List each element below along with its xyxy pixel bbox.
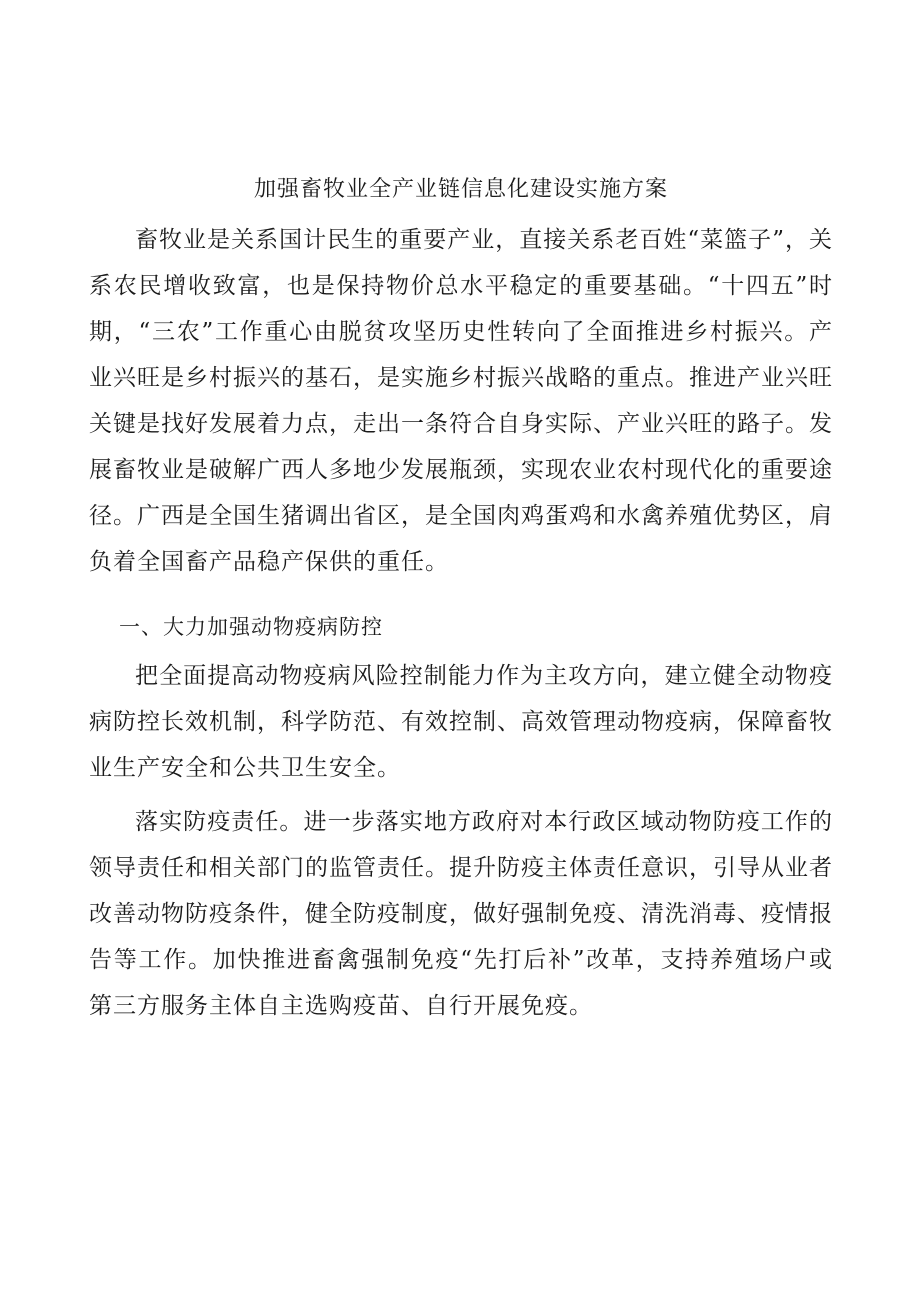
paragraph-spacer <box>89 791 833 799</box>
section-paragraph: 落实防疫责任。进一步落实地方政府对本行政区域动物防疫工作的领导责任和相关部门的监管责任。提升防疫主体责任意识，引导从业者改善动物防疫条件，健全防疫制度，做好强制免疫、清洗消毒、疫情报告等工作。加快推进畜禽强制免疫“先打后补”改革，支持养殖场户或第三方服务主体自主选购疫苗、自行开展免疫。 <box>89 809 833 1019</box>
document-page <box>89 175 833 1029</box>
document-title: 加强畜牧业全产业链信息化建设实施方案 <box>253 177 668 202</box>
section-paragraph: 把全面提高动物疫病风险控制能力作为主攻方向，建立健全动物疫病防控长效机制，科学防范、有效控制、高效管理动物疫病，保障畜牧业生产安全和公共卫生安全。 <box>89 663 833 781</box>
intro-paragraph: 畜牧业是关系国计民生的重要产业，直接关系老百姓“菜篮子”，关系农民增收致富，也是保持物价总水平稳定的重要基础。“十四五”时期，“三农”工作重心由脱贫攻坚历史性转向了全面推进乡村振兴。产业兴旺是乡村振兴的基石，是实施乡村振兴战略的重点。推进产业兴旺关键是找好发展着力点，走出一条符合自身实际、产业兴旺的路子。发展畜牧业是破解广西人多地少发展瓶颈，实现农业农村现代化的重要途径。广西是全国生猪调出省区，是全国肉鸡蛋鸡和水禽养殖优势区，肩负着全国畜产品稳产保供的重任。 <box>89 227 833 575</box>
section-heading: 一、大力加强动物疫病防控 <box>119 615 383 639</box>
